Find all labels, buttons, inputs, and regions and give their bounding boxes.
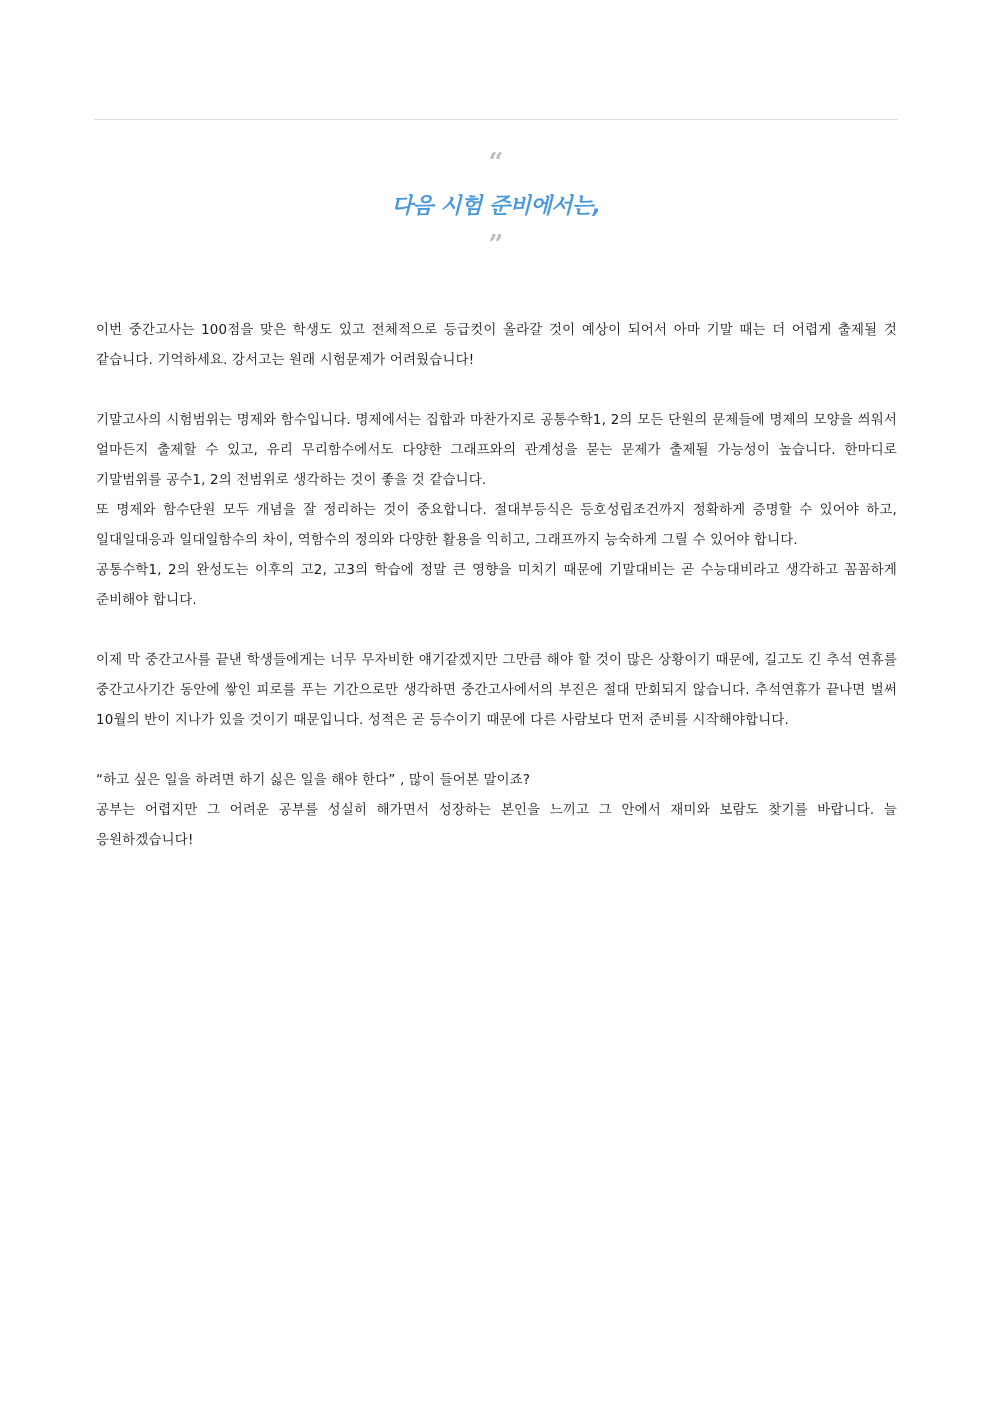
- paragraph-4: [96, 766, 897, 856]
- heading-title: 다음 시험 준비에서는,: [391, 194, 601, 219]
- paragraph-line: 이제 막 중간고사를 끝낸 학생들에게는 너무 무자비한 얘기같겠지만 그만큼 해야 할 것이 많은 상황이기 때문에, 길고도 긴 추석 연휴를 중간고사기간 동안에 쌓인 피로를 푸는 기간으로만 생각하면 중간고사에서의 부진은 절대 만회되지 않습니다. 추석연휴가 끝나면 벌써 10월의 반이 지나가 있을 것이기 때문입니다. 성적은 곧 등수이기 때문에 다른 사람보다 먼저 준비를 시작해야합니다.: [96, 653, 897, 728]
- paragraph-gap: [96, 616, 897, 646]
- paragraph-line: 공부는 어렵지만 그 어려운 공부를 성실히 해가면서 성장하는 본인을 느끼고 그 안에서 재미와 보람도 찾기를 바랍니다. 늘 응원하겠습니다!: [96, 803, 897, 848]
- paragraph-line: “하고 싶은 일을 하려면 하기 싫은 일을 해야 한다” , 많이 들어본 말이죠?: [96, 773, 531, 788]
- paragraph-2: [96, 406, 897, 616]
- paragraph-3: [96, 646, 897, 736]
- close-quote-icon: ”: [488, 230, 504, 260]
- top-divider: [94, 119, 898, 120]
- paragraph-1: [96, 316, 897, 376]
- open-quote-icon: “: [488, 148, 504, 178]
- paragraph-line: 공통수학1, 2의 완성도는 이후의 고2, 고3의 학습에 정말 큰 영향을 미치기 때문에 기말대비는 곧 수능대비라고 생각하고 꼼꼼하게 준비해야 합니다.: [96, 563, 897, 608]
- paragraph-gap: [96, 736, 897, 766]
- paragraph-line: 이번 중간고사는 100점을 맞은 학생도 있고 전체적으로 등급컷이 올라갈 것이 예상이 되어서 아마 기말 때는 더 어렵게 출제될 것 같습니다. 기억하세요. 강서고는 원래 시험문제가 어려웠습니다!: [96, 323, 897, 368]
- paragraph-gap: [96, 376, 897, 406]
- paragraph-line: 또 명제와 함수단원 모두 개념을 잘 정리하는 것이 중요합니다. 절대부등식은 등호성립조건까지 정확하게 증명할 수 있어야 하고, 일대일대응과 일대일함수의 차이, 역함수의 정의와 다양한 활용을 익히고, 그래프까지 능숙하게 그릴 수 있어야 합니다.: [96, 503, 897, 548]
- section-heading: [94, 150, 898, 262]
- paragraph-line: 기말고사의 시험범위는 명제와 함수입니다. 명제에서는 집합과 마찬가지로 공통수학1, 2의 모든 단원의 문제들에 명제의 모양을 씌워서 얼마든지 출제할 수 있고, 유리 무리함수에서도 다양한 그래프와의 관계성을 묻는 문제가 출제될 가능성이 높습니다. 한마디로 기말범위를 공수1, 2의 전범위로 생각하는 것이 좋을 것 같습니다.: [96, 413, 897, 488]
- article-body: [96, 316, 897, 856]
